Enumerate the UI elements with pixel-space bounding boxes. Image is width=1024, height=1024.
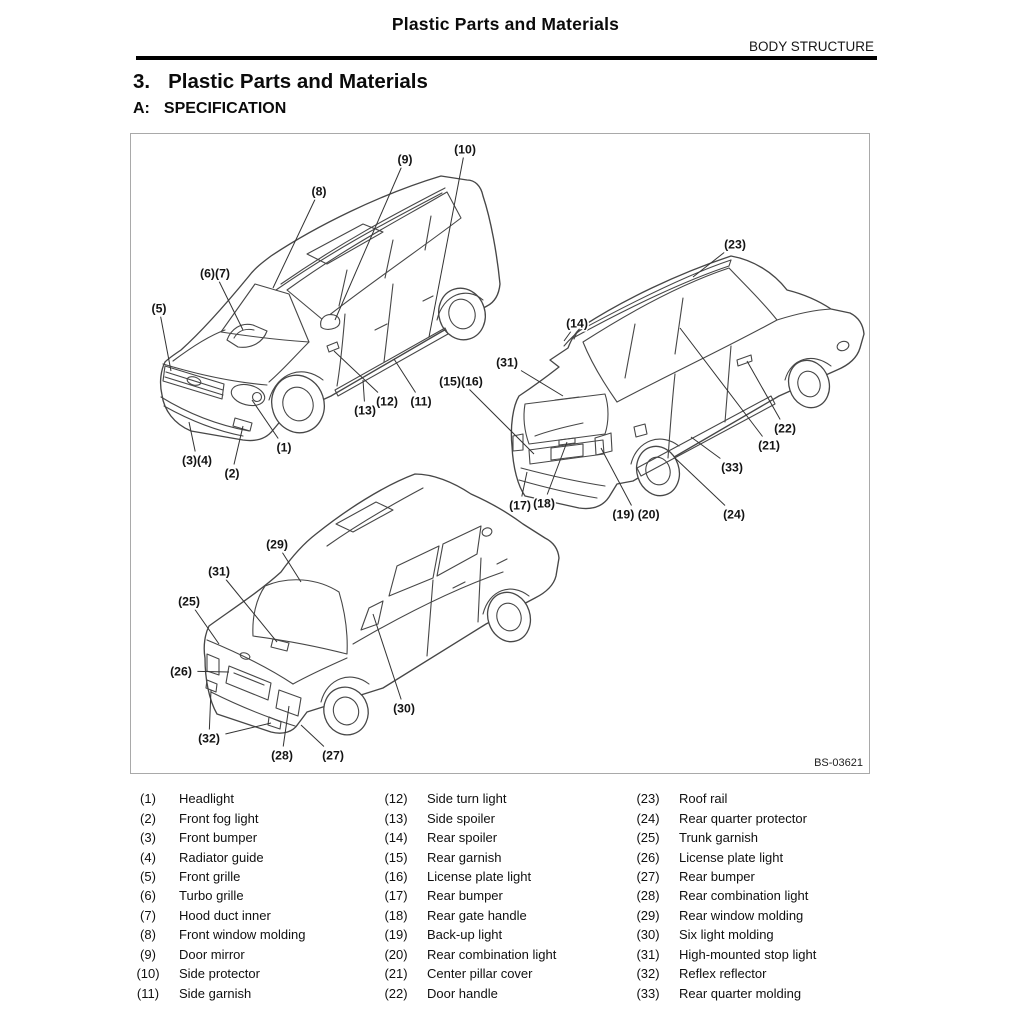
legend-item-label: Door mirror (179, 946, 245, 962)
legend-item-label: Front grille (179, 868, 241, 884)
legend-item-label: Front bumper (179, 830, 258, 846)
callout-label: (28) (271, 748, 293, 763)
callout-leader-line (691, 437, 720, 459)
legend-item-label: Rear spoiler (427, 830, 498, 846)
legend-item-label: License plate light (427, 868, 532, 884)
legend-item-label: Rear combination light (679, 888, 809, 904)
legend-item-label: Reflex reflector (679, 966, 767, 982)
legend-item-label: Headlight (179, 791, 234, 807)
callout-label: (31) (496, 355, 518, 370)
legend-item (381, 867, 556, 886)
legend-item (381, 886, 556, 905)
callout-label: (29) (266, 537, 288, 552)
legend-item-number: (32) (636, 966, 660, 982)
legend-item (381, 847, 556, 866)
legend-item-number: (10) (136, 966, 160, 982)
legend-item (133, 886, 305, 905)
callout-label: (10) (454, 142, 476, 157)
legend-item-number: (3) (140, 830, 156, 846)
legend-item (381, 906, 556, 925)
section-heading (133, 70, 428, 94)
legend-item-number: (15) (384, 849, 408, 865)
legend-item-number: (14) (384, 830, 408, 846)
legend-item (133, 867, 305, 886)
section-title: Plastic Parts and Materials (168, 70, 428, 93)
legend-item-number: (1) (140, 791, 156, 807)
legend-item (381, 983, 556, 1002)
legend-item-number: (7) (140, 907, 156, 923)
car-diagram-svg (131, 134, 869, 773)
callout-label: (8) (311, 184, 327, 199)
legend-item-label: Front fog light (179, 810, 259, 826)
callout-label: (11) (410, 394, 432, 409)
callout-label: (22) (774, 421, 796, 436)
callout-label: (32) (198, 731, 220, 746)
wagon-front-view-drawing (161, 176, 500, 441)
legend-item-number: (27) (636, 868, 660, 884)
legend-item (633, 789, 816, 808)
legend-item (633, 983, 816, 1002)
legend-item (133, 983, 305, 1002)
legend-item-label: Six light molding (679, 927, 774, 943)
legend-item (133, 828, 305, 847)
legend-item-label: Side spoiler (427, 810, 495, 826)
legend-item-label: Side protector (179, 966, 260, 982)
legend-item (133, 964, 305, 983)
figure-drawing-code: BS-03621 (814, 757, 863, 769)
callout-label: (2) (224, 466, 240, 481)
legend-item-number: (6) (140, 888, 156, 904)
legend-item (633, 808, 816, 827)
callout-label: (23) (724, 237, 746, 252)
legend-item-number: (33) (636, 985, 660, 1001)
legend-item-number: (13) (384, 810, 408, 826)
legend-item (133, 925, 305, 944)
legend-item-number: (17) (384, 888, 408, 904)
legend-item (133, 945, 305, 964)
callout-label: (27) (322, 748, 344, 763)
legend-item-number: (12) (384, 791, 408, 807)
legend-item-number: (25) (636, 830, 660, 846)
legend-item (381, 945, 556, 964)
legend-item-number: (5) (140, 868, 156, 884)
legend-item-label: Door handle (427, 985, 498, 1001)
legend-item (133, 847, 305, 866)
legend-item-number: (31) (636, 946, 660, 962)
legend-item-label: Rear gate handle (427, 907, 527, 923)
header-rule (136, 56, 877, 60)
legend-item-label: Rear quarter protector (679, 810, 807, 826)
legend-item-label: Rear window molding (679, 907, 804, 923)
legend-item-number: (26) (636, 849, 660, 865)
legend-item-number: (23) (636, 791, 660, 807)
callout-label: (24) (723, 507, 745, 522)
legend-item-number: (4) (140, 849, 156, 865)
subsection-letter: A: (133, 100, 150, 117)
legend-item-label: Rear quarter molding (679, 985, 802, 1001)
callout-label: (13) (354, 403, 376, 418)
legend-item-label: Side turn light (427, 791, 507, 807)
legend-item-label: Front window molding (179, 927, 306, 943)
specification-figure (130, 133, 870, 774)
legend-item-label: License plate light (679, 849, 784, 865)
legend-item-label: Back-up light (427, 927, 503, 943)
legend-item-label: Turbo grille (179, 888, 244, 904)
legend-item-label: Roof rail (679, 791, 728, 807)
legend-item-number: (24) (636, 810, 660, 826)
legend-item (133, 789, 305, 808)
legend-item-number: (30) (636, 927, 660, 943)
sedan-rear-view-drawing (204, 474, 559, 741)
callout-label: (31) (208, 564, 230, 579)
legend-item (633, 867, 816, 886)
legend-item-label: Rear bumper (427, 888, 503, 904)
legend-item (381, 808, 556, 827)
callout-label: (30) (393, 701, 415, 716)
legend-item-label: Center pillar cover (427, 966, 533, 982)
legend-item (381, 828, 556, 847)
legend-item (633, 945, 816, 964)
callout-label: (6)(7) (199, 266, 231, 281)
callout-label: (1) (276, 440, 292, 455)
legend-item-label: Side garnish (179, 985, 252, 1001)
legend-column-1 (133, 789, 305, 1003)
legend-item-number: (9) (140, 946, 156, 962)
legend-item-label: High-mounted stop light (679, 946, 817, 962)
legend-item-number: (21) (384, 966, 408, 982)
callout-leader-line (394, 359, 416, 393)
callout-label: (26) (170, 664, 192, 679)
legend-item (133, 808, 305, 827)
callout-leader-line (675, 458, 725, 506)
legend-item-label: Trunk garnish (679, 830, 758, 846)
callout-leader-line (197, 671, 229, 672)
callout-label: (15)(16) (439, 374, 483, 389)
legend-item (381, 789, 556, 808)
callout-leader-line (301, 725, 324, 747)
legend-item-number: (22) (384, 985, 408, 1001)
callout-label: (9) (397, 152, 413, 167)
legend-item-number: (28) (636, 888, 660, 904)
legend-item-label: Rear garnish (427, 849, 502, 865)
legend-item (381, 925, 556, 944)
legend-item-number: (8) (140, 927, 156, 943)
callout-label: (18) (533, 496, 555, 511)
legend-item (633, 925, 816, 944)
legend-item-number: (29) (636, 907, 660, 923)
subsection-heading (133, 100, 286, 118)
legend-item-label: Radiator guide (179, 849, 264, 865)
callout-label: (21) (758, 438, 780, 453)
callout-label: (5) (151, 301, 167, 316)
callout-label: (25) (178, 594, 200, 609)
callout-label: (14) (566, 316, 588, 331)
legend-item (633, 906, 816, 925)
legend-item (133, 906, 305, 925)
subsection-title: SPECIFICATION (163, 100, 287, 117)
legend-item (381, 964, 556, 983)
running-section-label: BODY STRUCTURE (748, 39, 874, 54)
legend-item-number: (19) (384, 927, 408, 943)
legend-item-label: Rear combination light (427, 946, 557, 962)
callout-leader-line (363, 380, 364, 402)
section-number: 3. (133, 70, 151, 93)
callout-label: (12) (376, 394, 398, 409)
legend-item-number: (20) (384, 946, 408, 962)
legend-column-2 (381, 789, 556, 1003)
legend-item-number: (11) (136, 985, 160, 1001)
legend-item (633, 847, 816, 866)
legend-item (633, 964, 816, 983)
legend-item-number: (2) (140, 810, 156, 826)
running-title: Plastic Parts and Materials (391, 14, 620, 34)
legend-item-number: (16) (384, 868, 408, 884)
legend-item-label: Rear bumper (679, 868, 755, 884)
legend-item-label: Hood duct inner (179, 907, 271, 923)
legend-item (633, 828, 816, 847)
legend-item (633, 886, 816, 905)
callout-label: (17) (509, 498, 531, 513)
callout-label: (33) (721, 460, 743, 475)
callout-label: (19) (20) (612, 507, 660, 522)
legend-column-3 (633, 789, 816, 1003)
callout-label: (3)(4) (181, 453, 213, 468)
legend-item-number: (18) (384, 907, 408, 923)
